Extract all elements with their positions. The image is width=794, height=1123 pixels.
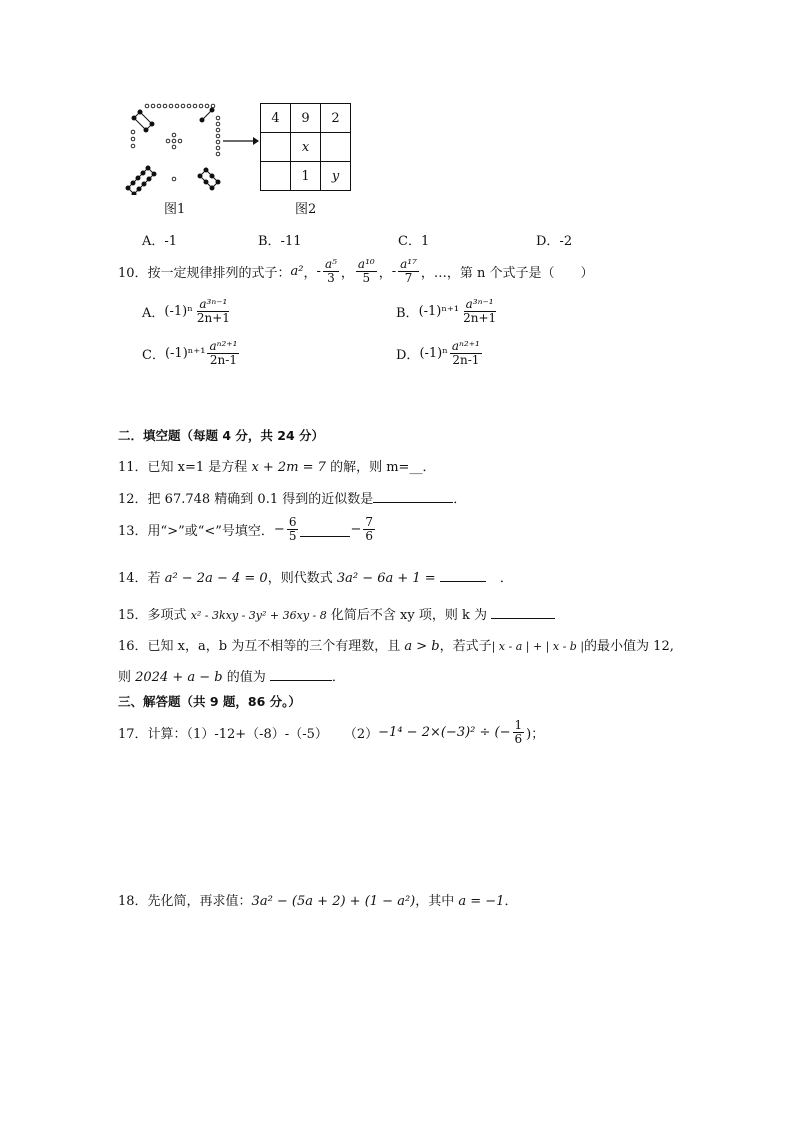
q10-term4: $\frac{\text{a¹⁷}}{7}$ bbox=[400, 257, 417, 285]
q14: 14．若 a² − 2a − 4 = 0，则代数式 3a² − 6a + 1 = ． bbox=[118, 571, 513, 586]
q9-option-b: B．-11 bbox=[258, 234, 302, 249]
answer-blank bbox=[373, 502, 453, 503]
top-row-circles bbox=[145, 104, 215, 108]
q13: 13．用“>”或“<”号填空． − $\frac{6}{5}$ − $\frac{7}{6}$ bbox=[118, 515, 374, 543]
arrow-icon bbox=[223, 136, 259, 146]
answer-blank bbox=[440, 581, 486, 582]
figure1-dot-diagram bbox=[122, 100, 222, 195]
grid-cell: x bbox=[291, 133, 321, 162]
q10-option-c: C． (-1)ⁿ⁺¹ $\frac{\text{aⁿ²⁺¹}}{2n-1}$ bbox=[142, 339, 238, 367]
q15: 15．多项式 x² - 3kxy - 3y² + 36xy - 8 化简后不含 xy 项，则 k 为 bbox=[118, 604, 555, 623]
q9-option-a: A．-1 bbox=[142, 234, 178, 249]
figure2-grid bbox=[260, 103, 351, 191]
q10-option-a: A． (-1)ⁿ $\frac{\text{a³ⁿ⁻¹}}{2n+1}$ bbox=[142, 297, 230, 325]
q11: 11．已知 x=1 是方程 x + 2m = 7 的解，则 m=__． bbox=[118, 460, 436, 475]
grid-cell bbox=[261, 162, 291, 191]
figure2-caption: 图2 bbox=[295, 202, 317, 217]
q10-term4-sign: - bbox=[391, 263, 397, 279]
q12: 12．把 67.748 精确到 0.1 得到的近似数是 ． bbox=[118, 492, 467, 507]
answer-blank bbox=[270, 680, 332, 681]
q17: 17．计算：（1）-12+（-8）-（-5） （2） −1⁴ − 2×(−3)² ÷ (− $\frac{1}{6}$ )； bbox=[118, 718, 545, 746]
grid-cell bbox=[261, 133, 291, 162]
grid-cell: 2 bbox=[321, 104, 351, 133]
q16-line2: 则 2024 + a − b 的值为 ． bbox=[118, 670, 345, 685]
q10-option-d: D． (-1)ⁿ $\frac{\text{aⁿ²⁺¹}}{2n-1}$ bbox=[396, 339, 480, 367]
q10-option-b: B． (-1)ⁿ⁺¹ $\frac{\text{a³ⁿ⁻¹}}{2n+1}$ bbox=[396, 297, 497, 325]
q10-prefix: 10．按一定规律排列的式子： bbox=[118, 265, 291, 281]
q10-term2: $\frac{\text{a⁵}}{3}$ bbox=[324, 257, 337, 285]
q10-sep: ， bbox=[303, 265, 317, 281]
answer-blank bbox=[491, 618, 555, 619]
q16-line1: 16．已知 x，a，b 为互不相等的三个有理数，且 a > b，若式子| x - a | + | x - b |的最小值为 12, bbox=[118, 639, 674, 654]
q10-suffix: ，…，第 n 个式子是（ ） bbox=[420, 265, 594, 281]
grid-cell: 4 bbox=[261, 104, 291, 133]
q9-option-d: D．-2 bbox=[536, 234, 573, 249]
section3-title: 三、解答题（共 9 题，86 分。） bbox=[118, 694, 301, 709]
grid-cell: 1 bbox=[291, 162, 321, 191]
figure1-caption: 图1 bbox=[164, 202, 186, 217]
answer-blank bbox=[300, 536, 350, 537]
q10-term1: a² bbox=[290, 263, 304, 279]
grid-cell: y bbox=[321, 162, 351, 191]
q10-stem: 10．按一定规律排列的式子： a² ， - $\frac{\text{a⁵}}{3}$ ， $\frac{\text{a¹⁰}}{5}$ ， - $\frac{\text{a¹⁷}}{7}$ ，…，第 n 个式子是（ ） bbox=[118, 257, 594, 285]
q9-option-c: C．1 bbox=[398, 234, 430, 249]
section2-title: 二．填空题（每题 4 分，共 24 分） bbox=[118, 428, 325, 443]
q18: 18．先化简，再求值：3a² − (5a + 2) + (1 − a²)，其中 a = −1． bbox=[118, 894, 518, 909]
grid-cell: 9 bbox=[291, 104, 321, 133]
q10-term2-sign: - bbox=[316, 263, 321, 279]
grid-cell bbox=[321, 133, 351, 162]
q10-term3: $\frac{\text{a¹⁰}}{5}$ bbox=[357, 257, 375, 285]
